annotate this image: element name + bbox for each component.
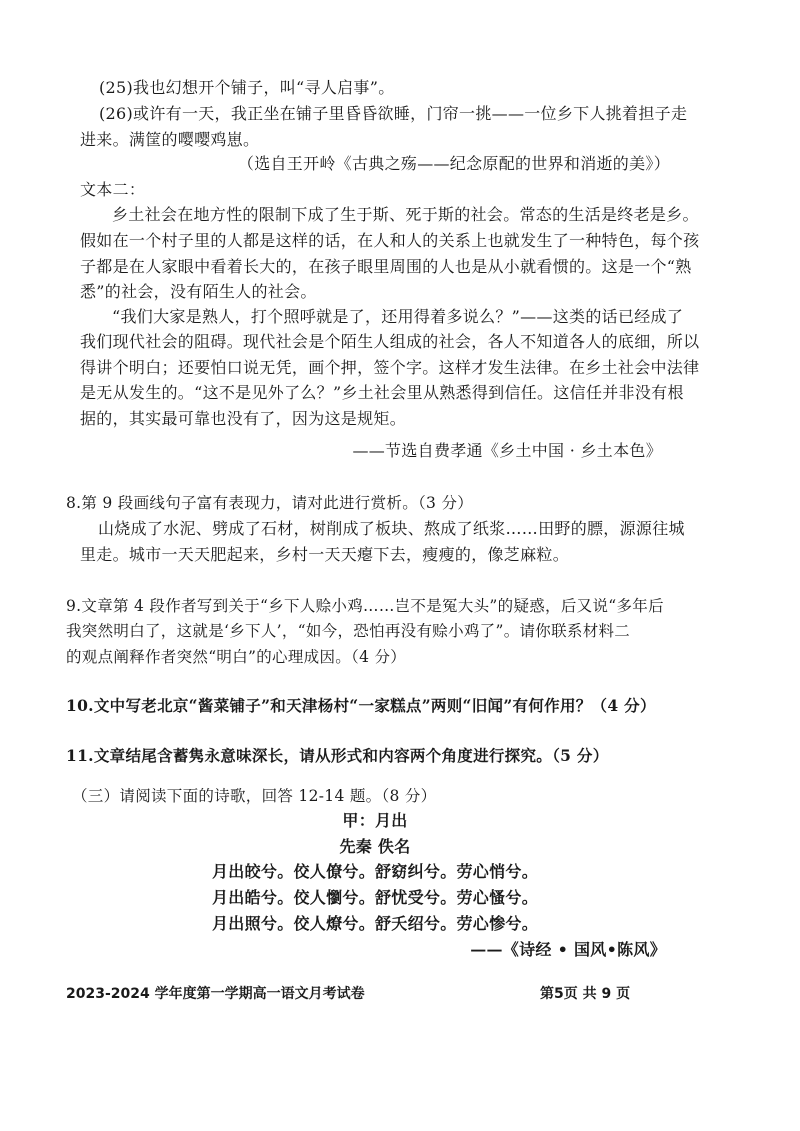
question-8-quote-line-2: 里走。城市一天天肥起来，乡村一天天瘪下去，瘦瘦的，像芝麻粒。	[80, 545, 570, 564]
poem-source: ——《诗经 • 国风•陈风》	[470, 940, 666, 959]
question-10: 10.文中写老北京“酱菜铺子”和天津杨村“一家糕点”两则“旧闻”有何作用？（4 分）	[66, 696, 656, 715]
question-9-line-2: 我突然明白了，这就是‘乡下人’，“如今，恐怕再没有赊小鸡了”。请你联系材料二	[66, 622, 631, 640]
passage-two-p2-line-4: 是无从发生的。“这不是见外了么？”乡土社会里从熟悉得到信任。这信任并非没有根	[80, 383, 684, 402]
passage-two-p2-line-5: 据的，其实最可靠也没有了，因为这是规矩。	[80, 409, 407, 428]
passage-two-source: ——节选自费孝通《乡土中国 · 乡土本色》	[352, 441, 662, 460]
footer-exam-title: 2023-2024 学年度第一学期高一语文月考试卷	[66, 986, 365, 1002]
question-8: 8.第 9 段画线句子富有表现力，请对此进行赏析。（3 分）	[66, 494, 474, 512]
passage-one-source: （选自王开岭《古典之殇——纪念原配的世界和消逝的美》）	[237, 154, 670, 173]
passage-two-p1-line-3: 子都是在人家眼中看着长大的，在孩子眼里周围的人也是从小就看惯的。这是一个“熟	[80, 257, 692, 276]
poem-line-1: 月出皎兮。佼人僚兮。舒窈纠兮。劳心悄兮。	[212, 862, 539, 881]
poem-author: 先秦 佚名	[339, 837, 411, 856]
passage-two-p1-line-4: 悉”的社会，没有陌生人的社会。	[80, 282, 317, 301]
question-9-line-3: 的观点阐释作者突然“明白”的心理成因。（4 分）	[66, 648, 407, 666]
section-three-heading: （三）请阅读下面的诗歌，回答 12-14 题。（8 分）	[72, 787, 437, 805]
question-11: 11.文章结尾含蓄隽永意味深长，请从形式和内容两个角度进行探究。（5 分）	[66, 746, 609, 765]
passage-two-heading: 文本二：	[80, 180, 146, 199]
passage-two-p1-line-1: 乡土社会在地方性的限制下成了生于斯、死于斯的社会。常态的生活是终老是乡。	[112, 205, 699, 224]
passage-two-p2-line-1: “我们大家是熟人，打个照呼就是了，还用得着多说么？”——这类的话已经成了	[112, 307, 684, 326]
paragraph-26-line-1: (26)或许有一天，我正坐在铺子里昏昏欲睡，门帘一挑——一位乡下人挑着担子走	[99, 104, 688, 123]
passage-two-p1-line-2: 假如在一个村子里的人都是这样的话，在人和人的关系上也就发生了一种特色，每个孩	[80, 231, 700, 250]
poem-title: 甲：月出	[342, 811, 408, 830]
question-9-line-1: 9.文章第 4 段作者写到关于“乡下人赊小鸡……岂不是冤大头”的疑惑，后又说“多年后	[66, 597, 664, 615]
paragraph-25: (25)我也幻想开个铺子，叫“寻人启事”。	[99, 78, 395, 97]
paragraph-26-line-2: 进来。满筐的嘤嘤鸡崽。	[80, 130, 260, 149]
footer-page-info: 第5页 共 9 页	[540, 986, 631, 1002]
passage-two-p2-line-3: 得讲个明白；还要怕口说无凭，画个押，签个字。这样才发生法律。在乡土社会中法律	[80, 358, 700, 377]
poem-line-3: 月出照兮。佼人燎兮。舒夭绍兮。劳心惨兮。	[212, 914, 539, 933]
question-8-quote-line-1: 山烧成了水泥、劈成了石材，树削成了板块、熬成了纸浆……田野的膘，源源往城	[98, 519, 685, 538]
poem-line-2: 月出皓兮。佼人懰兮。舒忧受兮。劳心慅兮。	[212, 888, 539, 907]
passage-two-p2-line-2: 我们现代社会的阻碍。现代社会是个陌生人组成的社会，各人不知道各人的底细，所以	[80, 332, 700, 351]
